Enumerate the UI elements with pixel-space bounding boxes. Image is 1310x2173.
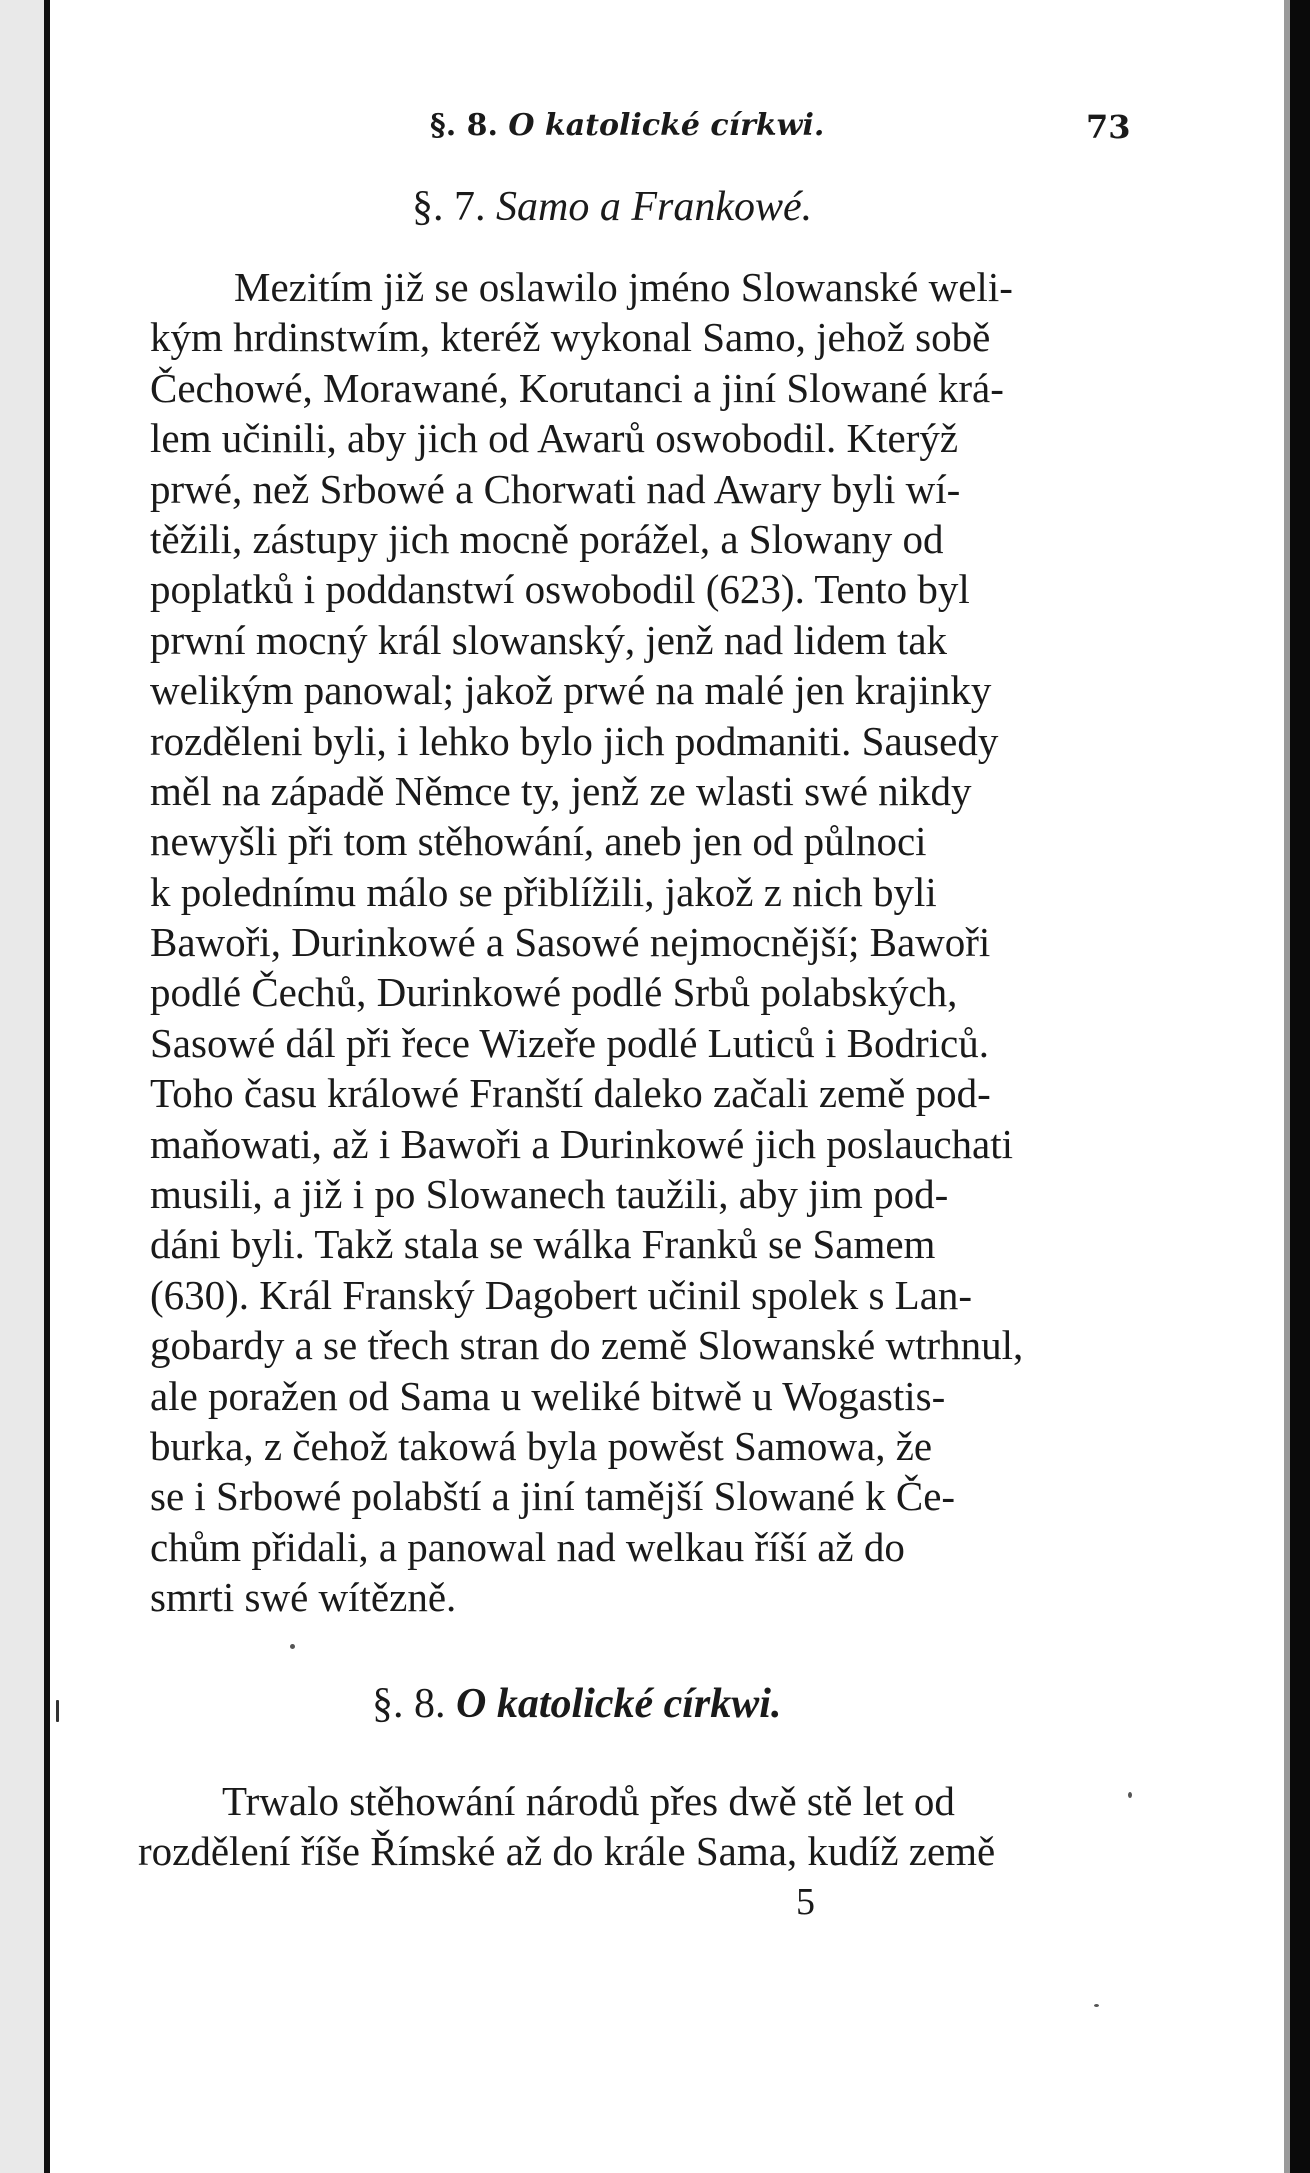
text-line: Trwalo stěhowání národů přes dwě stě let od xyxy=(222,1778,955,1824)
text-line: Čechowé, Morawané, Korutanci a jiní Slowané krá- xyxy=(150,364,1004,411)
section-7-title: Samo a Frankowé. xyxy=(496,184,813,230)
text-line: se i Srbowé polabští a jiní tamější Slowané k Če- xyxy=(150,1473,956,1520)
text-line: lem učinili, aby jich od Awarů oswobodil. Kterýž xyxy=(150,415,959,462)
page-right-border xyxy=(1290,0,1310,2173)
paper-speck xyxy=(56,1700,59,1722)
text-line: kým hrdinstwím, kteréž wykonal Samo, jehož sobě xyxy=(150,314,991,361)
section-8-heading xyxy=(372,1680,781,1728)
running-head xyxy=(430,108,1130,143)
page-left-margin xyxy=(0,0,44,2173)
text-line: rozdělení říše Římské až do krále Sama, kudíž země xyxy=(138,1828,996,1875)
text-line: těžili, zástupy jich mocně porážel, a Slowany od xyxy=(150,515,944,562)
text-line: měl na západě Němce ty, jenž ze wlasti swé nikdy xyxy=(150,767,972,814)
text-line: dáni byli. Takž stala se wálka Franků se Samem xyxy=(150,1221,936,1268)
paper-speck xyxy=(1128,1792,1132,1798)
text-line: Bawoři, Durinkowé a Sasowé nejmocnější; Bawoři xyxy=(150,919,991,966)
section-8-prefix: §. 8. xyxy=(372,1681,446,1727)
text-line: smrti swé wítězně. xyxy=(150,1574,457,1621)
text-line: Toho času králowé Franští daleko začali země pod- xyxy=(150,1070,991,1117)
text-line: rozděleni byli, i lehko bylo jich podmaniti. Sausedy xyxy=(150,717,999,764)
binding-shadow xyxy=(44,0,50,2173)
text-line: prwní mocný král slowanský, jenž nad lidem tak xyxy=(150,616,948,663)
signature-mark: 5 xyxy=(796,1881,815,1923)
page-number: 73 xyxy=(1086,108,1131,146)
text-line: musili, a již i po Slowanech taužili, aby jim pod- xyxy=(150,1171,949,1218)
section-7-body xyxy=(150,262,1120,1623)
text-line: podlé Čechů, Durinkowé podlé Srbů polabských, xyxy=(150,969,958,1016)
text-line: Sasowé dál při řece Wizeře podlé Luticů i Bodriců. xyxy=(150,1019,989,1066)
text-line: welikým panowal; jakož prwé na malé jen krajinky xyxy=(150,667,992,714)
text-line: Mezitím již se oslawilo jméno Slowanské weli- xyxy=(234,264,1013,310)
text-line: prwé, než Srbowé a Chorwati nad Awary byli wí- xyxy=(150,465,961,512)
text-line: newyšli při tom stěhowání, aneb jen od půlnoci xyxy=(150,818,927,865)
text-line: poplatků i poddanstwí oswobodil (623). Tento byl xyxy=(150,566,970,613)
text-line: maňowati, až i Bawoři a Durinkowé jich poslauchati xyxy=(150,1120,1014,1167)
paper-speck xyxy=(290,1644,295,1649)
text-line: k polednímu málo se přiblížili, jakož z nich byli xyxy=(150,868,937,915)
section-8-title: O katolické církwi. xyxy=(456,1681,782,1727)
text-line: (630). Král Franský Dagobert učinil spolek s Lan- xyxy=(150,1271,973,1318)
text-line: chům přidali, a panowal nad welkau říší až do xyxy=(150,1523,905,1570)
paper-speck xyxy=(1094,2004,1099,2007)
section-7-heading xyxy=(412,183,812,231)
section-8-body xyxy=(138,1776,1108,1877)
running-head-title: O katolické církwi. xyxy=(508,108,825,143)
text-line: ale poražen od Sama u weliké bitwě u Wogastis- xyxy=(150,1372,946,1419)
running-head-prefix: §. 8. xyxy=(430,108,498,143)
text-line: burka, z čehož takowá byla powěst Samowa, že xyxy=(150,1422,933,1469)
text-line: gobardy a se třech stran do země Slowanské wtrhnul, xyxy=(150,1322,1024,1369)
section-7-prefix: §. 7. xyxy=(412,184,486,230)
